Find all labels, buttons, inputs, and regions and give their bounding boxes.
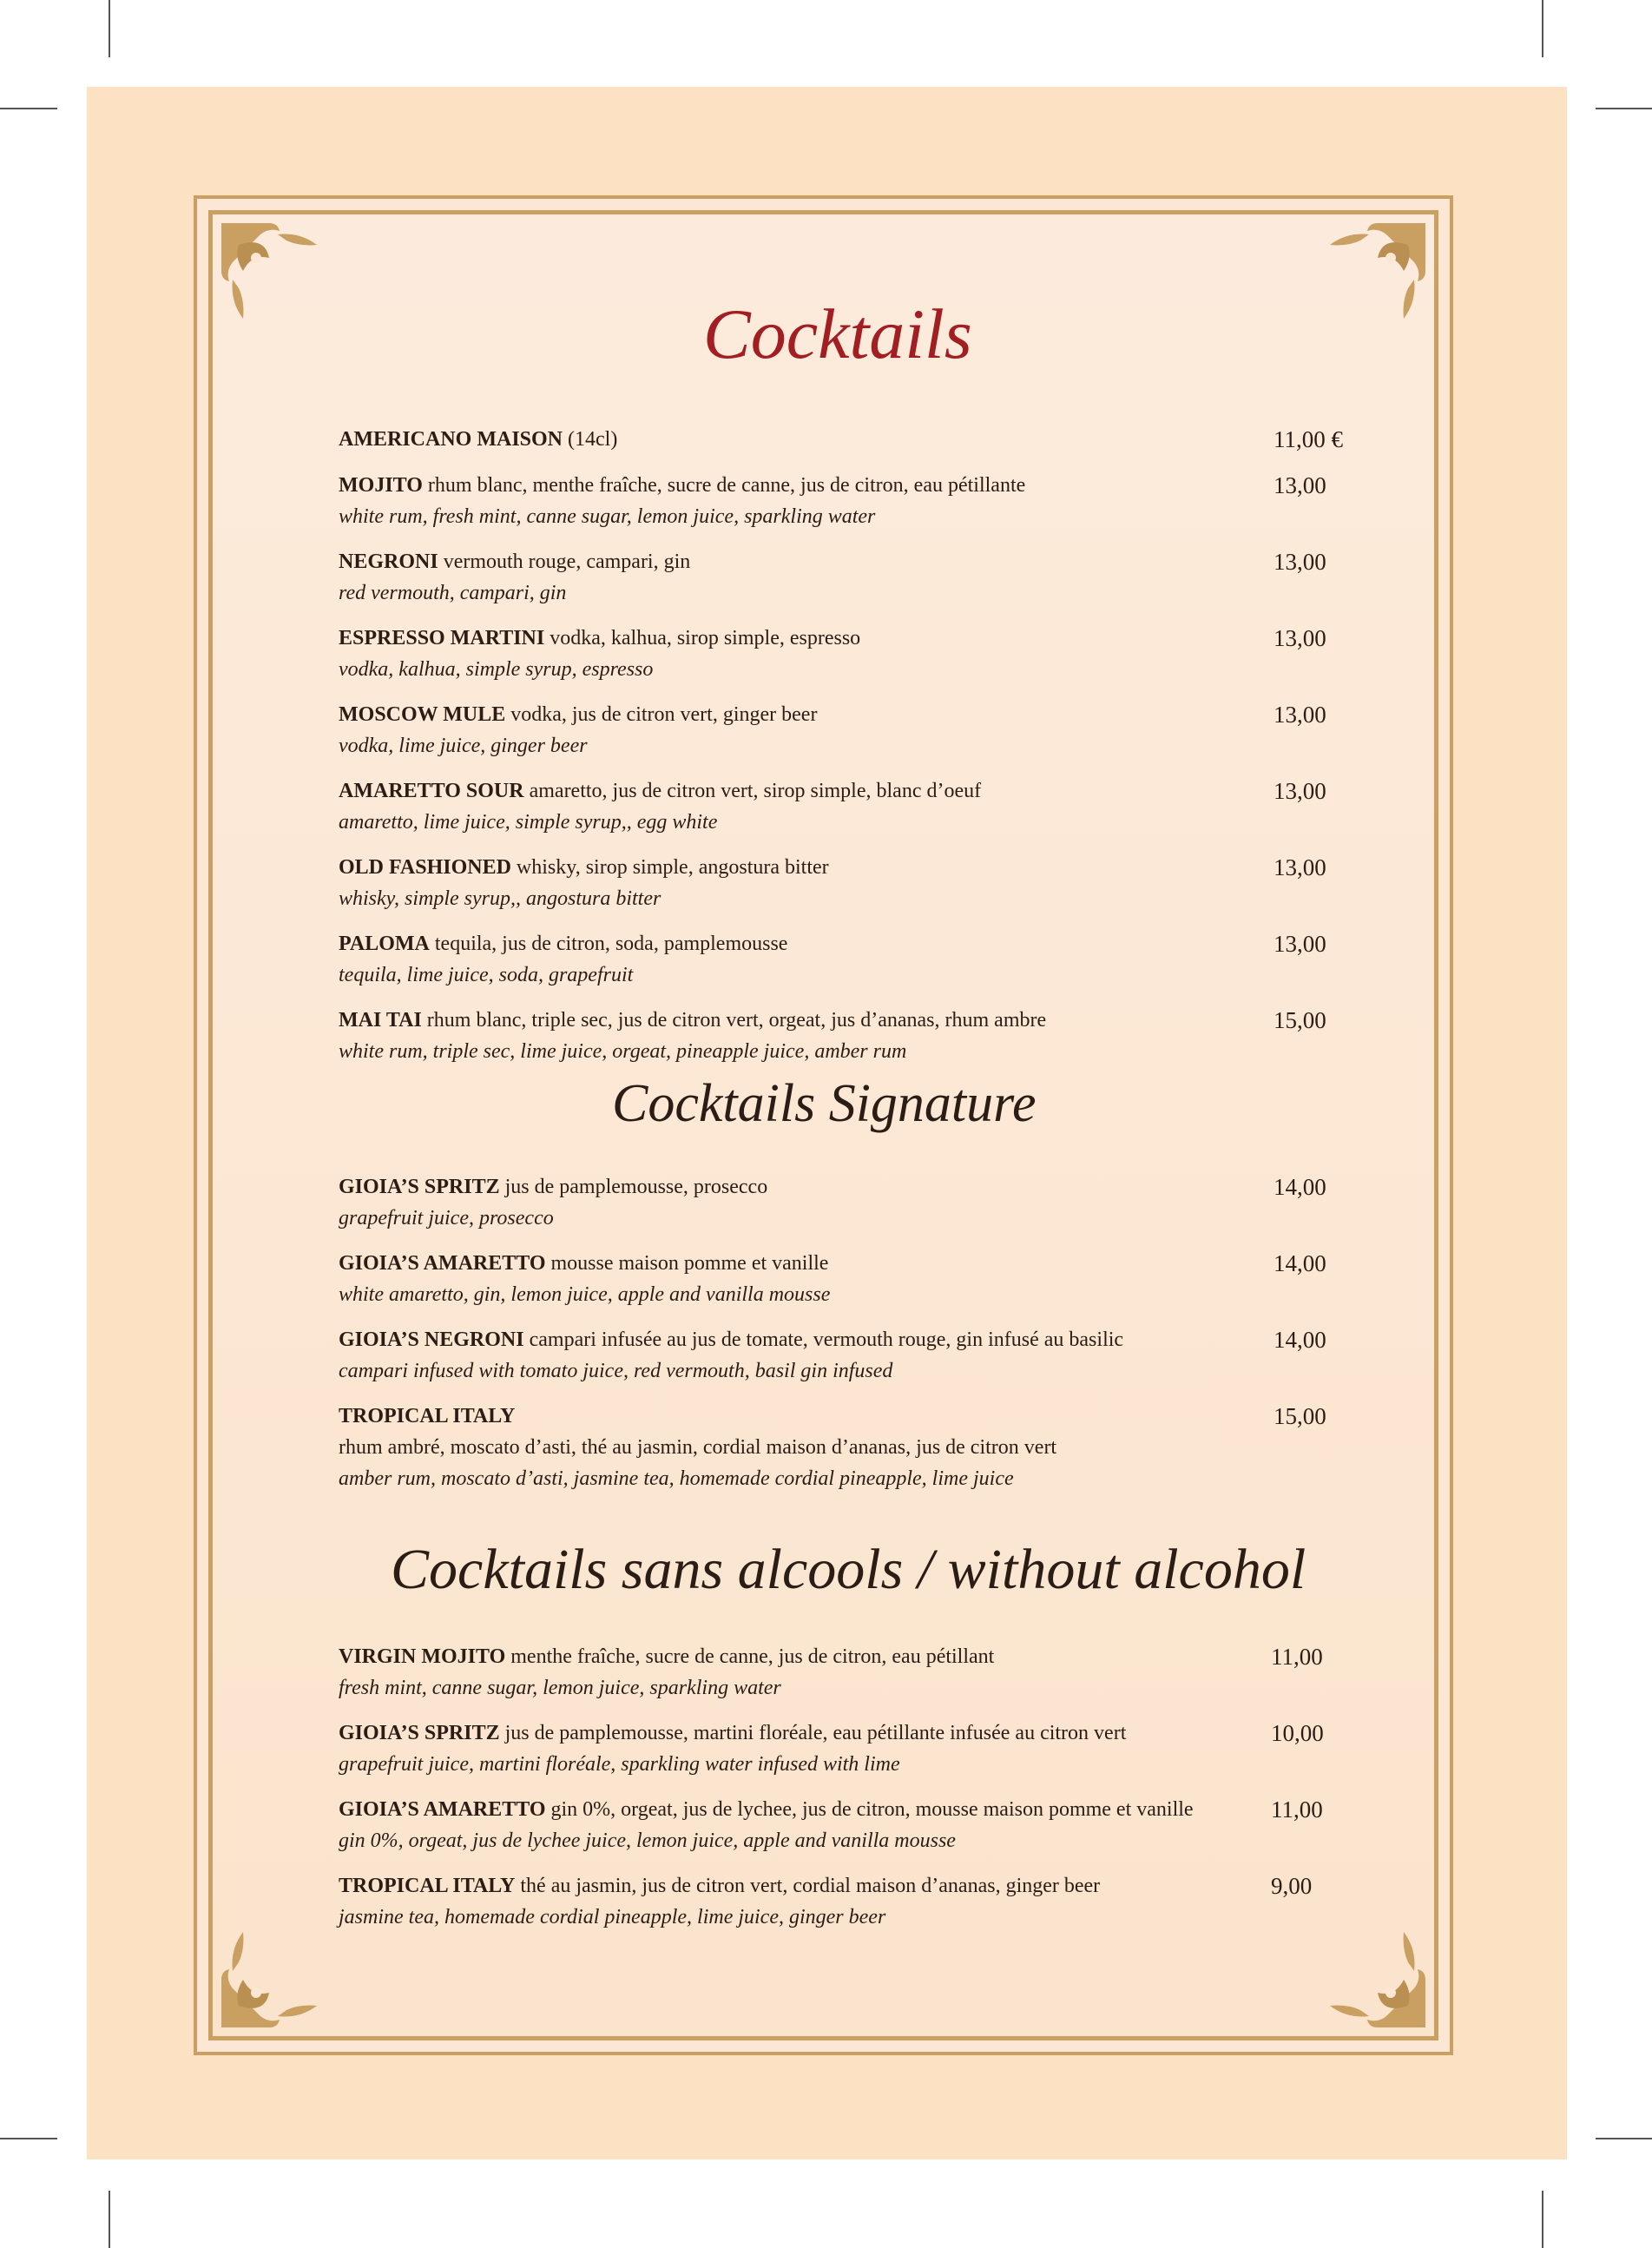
menu-item-description-fr: jus de pamplemousse, prosecco xyxy=(504,1176,768,1198)
menu-item-price: 13,00 xyxy=(1274,778,1326,804)
menu-item-name: PALOMA xyxy=(339,933,430,955)
menu-item-name: MAI TAI xyxy=(339,1009,422,1032)
menu-item-description-en: white rum, fresh mint, canne sugar, lemon juice, sparkling water xyxy=(339,505,876,528)
menu-item-description-fr: amaretto, jus de citron vert, sirop simple, blanc d’oeuf xyxy=(529,780,982,802)
menu-item xyxy=(339,546,1372,609)
crop-mark xyxy=(109,0,110,57)
menu-item-price: 9,00 xyxy=(1271,1873,1313,1899)
menu-item xyxy=(339,1324,1372,1387)
menu-item xyxy=(339,623,1372,685)
menu-item-price: 14,00 xyxy=(1274,1174,1326,1200)
menu-item-name: GIOIA’S NEGRONI xyxy=(339,1328,524,1351)
menu-item-description-fr: rhum blanc, menthe fraîche, sucre de canne, jus de citron, eau pétillante xyxy=(427,474,1026,497)
menu-item-line xyxy=(339,699,1372,730)
section-title-without-alcohol: Cocktails sans alcools / without alcohol xyxy=(391,1538,1306,1601)
menu-item-line xyxy=(339,852,1372,883)
menu-item-description-fr: rhum ambré, moscato d’asti, thé au jasmin, cordial maison d’ananas, jus de citron vert xyxy=(339,1436,1057,1459)
menu-item xyxy=(339,1794,1372,1856)
menu-item-name: OLD FASHIONED xyxy=(339,856,511,879)
menu-item xyxy=(339,1248,1372,1310)
menu-item-description-fr: mousse maison pomme et vanille xyxy=(550,1252,829,1275)
menu-item-description-en: fresh mint, canne sugar, lemon juice, sparkling water xyxy=(339,1677,781,1699)
menu-item-description-fr: (14cl) xyxy=(568,428,618,451)
menu-item-description-en: white amaretto, gin, lemon juice, apple and vanilla mousse xyxy=(339,1283,831,1306)
crop-mark xyxy=(1542,2191,1543,2248)
menu-item-line xyxy=(339,1641,1372,1672)
menu-item-line xyxy=(339,928,1372,959)
corner-ornament-icon xyxy=(1317,219,1430,332)
menu-item-description-fr: vermouth rouge, campari, gin xyxy=(443,550,691,573)
menu-item-line xyxy=(339,775,1372,807)
menu-item-price: 13,00 xyxy=(1274,854,1326,880)
corner-ornament-icon xyxy=(217,219,330,332)
section-title-cocktails: Cocktails xyxy=(703,294,972,373)
menu-item-price: 15,00 xyxy=(1274,1403,1326,1429)
menu-item-description-fr: rhum blanc, triple sec, jus de citron vert, orgeat, jus d’ananas, rhum ambre xyxy=(426,1009,1047,1032)
menu-item-description-fr: menthe fraîche, sucre de canne, jus de citron, eau pétillant xyxy=(510,1645,995,1668)
menu-item xyxy=(339,424,1372,455)
menu-item-line xyxy=(339,1171,1372,1203)
menu-item-name: MOJITO xyxy=(339,474,423,497)
menu-item xyxy=(339,699,1372,761)
menu-item-price: 13,00 xyxy=(1274,931,1326,957)
menu-item-description-en: vodka, kalhua, simple syrup, espresso xyxy=(339,658,654,681)
menu-item-description-en: grapefruit juice, prosecco xyxy=(339,1207,554,1229)
menu-item-price: 13,00 xyxy=(1274,625,1326,651)
menu-item-price: 13,00 xyxy=(1274,549,1326,575)
menu-item-price: 11,00 xyxy=(1271,1796,1323,1823)
menu-item-description-fr: jus de pamplemousse, martini floréale, eau pétillante infusée au citron vert xyxy=(504,1722,1127,1744)
menu-item-price: 13,00 xyxy=(1274,702,1326,728)
menu-item xyxy=(339,1641,1372,1704)
menu-item xyxy=(339,928,1372,991)
menu-item-price: 14,00 xyxy=(1274,1250,1326,1276)
menu-item-price: 13,00 xyxy=(1274,472,1326,498)
crop-mark xyxy=(0,108,57,109)
menu-item-description-en: whisky, simple syrup,, angostura bitter xyxy=(339,887,661,910)
menu-item-description-en: jasmine tea, homemade cordial pineapple, lime juice, ginger beer xyxy=(339,1906,886,1928)
menu-item-name: TROPICAL ITALY xyxy=(339,1405,516,1427)
menu-item-name: MOSCOW MULE xyxy=(339,703,506,726)
menu-item-name: GIOIA’S SPRITZ xyxy=(339,1722,500,1744)
menu-item-description-en: vodka, lime juice, ginger beer xyxy=(339,735,588,757)
crop-mark xyxy=(1596,108,1652,109)
menu-item-line xyxy=(339,470,1372,501)
corner-ornament-icon xyxy=(1317,1919,1430,2032)
menu-item-line xyxy=(339,1401,1372,1432)
menu-item xyxy=(339,1870,1372,1933)
menu-item-description-fr: whisky, sirop simple, angostura bitter xyxy=(516,856,829,879)
menu-item-line xyxy=(339,1717,1372,1749)
crop-mark xyxy=(0,2138,57,2139)
corner-ornament-icon xyxy=(217,1919,330,2032)
menu-item-name: AMERICANO MAISON xyxy=(339,428,563,451)
menu-item-name: TROPICAL ITALY xyxy=(339,1875,516,1897)
menu-item-line xyxy=(339,623,1372,654)
menu-item-description-en: gin 0%, orgeat, jus de lychee juice, lemon juice, apple and vanilla mousse xyxy=(339,1829,956,1852)
menu-item-description-en: amber rum, moscato d’asti, jasmine tea, homemade cordial pineapple, lime juice xyxy=(339,1467,1014,1490)
menu-item xyxy=(339,1401,1372,1494)
menu-item-description-en: amaretto, lime juice, simple syrup,, egg white xyxy=(339,811,718,834)
menu-item-description-fr: gin 0%, orgeat, jus de lychee, jus de citron, mousse maison pomme et vanille xyxy=(550,1798,1194,1821)
menu-item-price: 10,00 xyxy=(1271,1720,1324,1746)
menu-item xyxy=(339,1717,1372,1780)
menu-item xyxy=(339,1005,1372,1067)
menu-item-line xyxy=(339,1870,1372,1902)
menu-item-price: 11,00 xyxy=(1271,1644,1323,1670)
menu-item-line xyxy=(339,546,1372,577)
menu-item-name: GIOIA’S AMARETTO xyxy=(339,1798,546,1821)
section-title-signature: Cocktails Signature xyxy=(612,1074,1037,1133)
menu-item-line xyxy=(339,424,1372,455)
menu-item xyxy=(339,775,1372,838)
crop-mark xyxy=(1542,0,1543,57)
menu-item-description-fr: tequila, jus de citron, soda, pamplemousse xyxy=(434,933,788,955)
menu-item-line xyxy=(339,1248,1372,1279)
menu-item-name: GIOIA’S AMARETTO xyxy=(339,1252,546,1275)
menu-item xyxy=(339,1171,1372,1234)
menu-item-description-en: white rum, triple sec, lime juice, orgeat, pineapple juice, amber rum xyxy=(339,1040,907,1063)
menu-item-price: 14,00 xyxy=(1274,1327,1326,1353)
menu-item xyxy=(339,470,1372,532)
menu-item-description-en: grapefruit juice, martini floréale, sparkling water infused with lime xyxy=(339,1753,900,1776)
menu-item-price: 15,00 xyxy=(1274,1007,1326,1033)
menu-item-name: GIOIA’S SPRITZ xyxy=(339,1176,500,1198)
menu-item-description-fr: thé au jasmin, jus de citron vert, cordial maison d’ananas, ginger beer xyxy=(520,1875,1101,1897)
menu-item-price: 11,00 € xyxy=(1274,426,1343,452)
crop-mark xyxy=(109,2191,110,2248)
menu-item-description-en: tequila, lime juice, soda, grapefruit xyxy=(339,964,634,986)
menu-item-line xyxy=(339,1005,1372,1036)
menu-item-line xyxy=(339,1324,1372,1355)
menu-item-description-en: red vermouth, campari, gin xyxy=(339,582,567,604)
crop-mark xyxy=(1596,2138,1652,2139)
menu-item-line xyxy=(339,1794,1372,1825)
menu-item-name: NEGRONI xyxy=(339,550,438,573)
menu-item-description-fr: vodka, jus de citron vert, ginger beer xyxy=(510,703,818,726)
menu-item xyxy=(339,852,1372,914)
menu-item-name: ESPRESSO MARTINI xyxy=(339,627,545,649)
menu-item-description-fr: vodka, kalhua, sirop simple, espresso xyxy=(550,627,861,649)
menu-item-description-fr: campari infusée au jus de tomate, vermouth rouge, gin infusé au basilic xyxy=(529,1328,1124,1351)
menu-item-name: AMARETTO SOUR xyxy=(339,780,524,802)
menu-item-description-en: campari infused with tomato juice, red vermouth, basil gin infused xyxy=(339,1360,893,1382)
menu-item-name: VIRGIN MOJITO xyxy=(339,1645,506,1668)
